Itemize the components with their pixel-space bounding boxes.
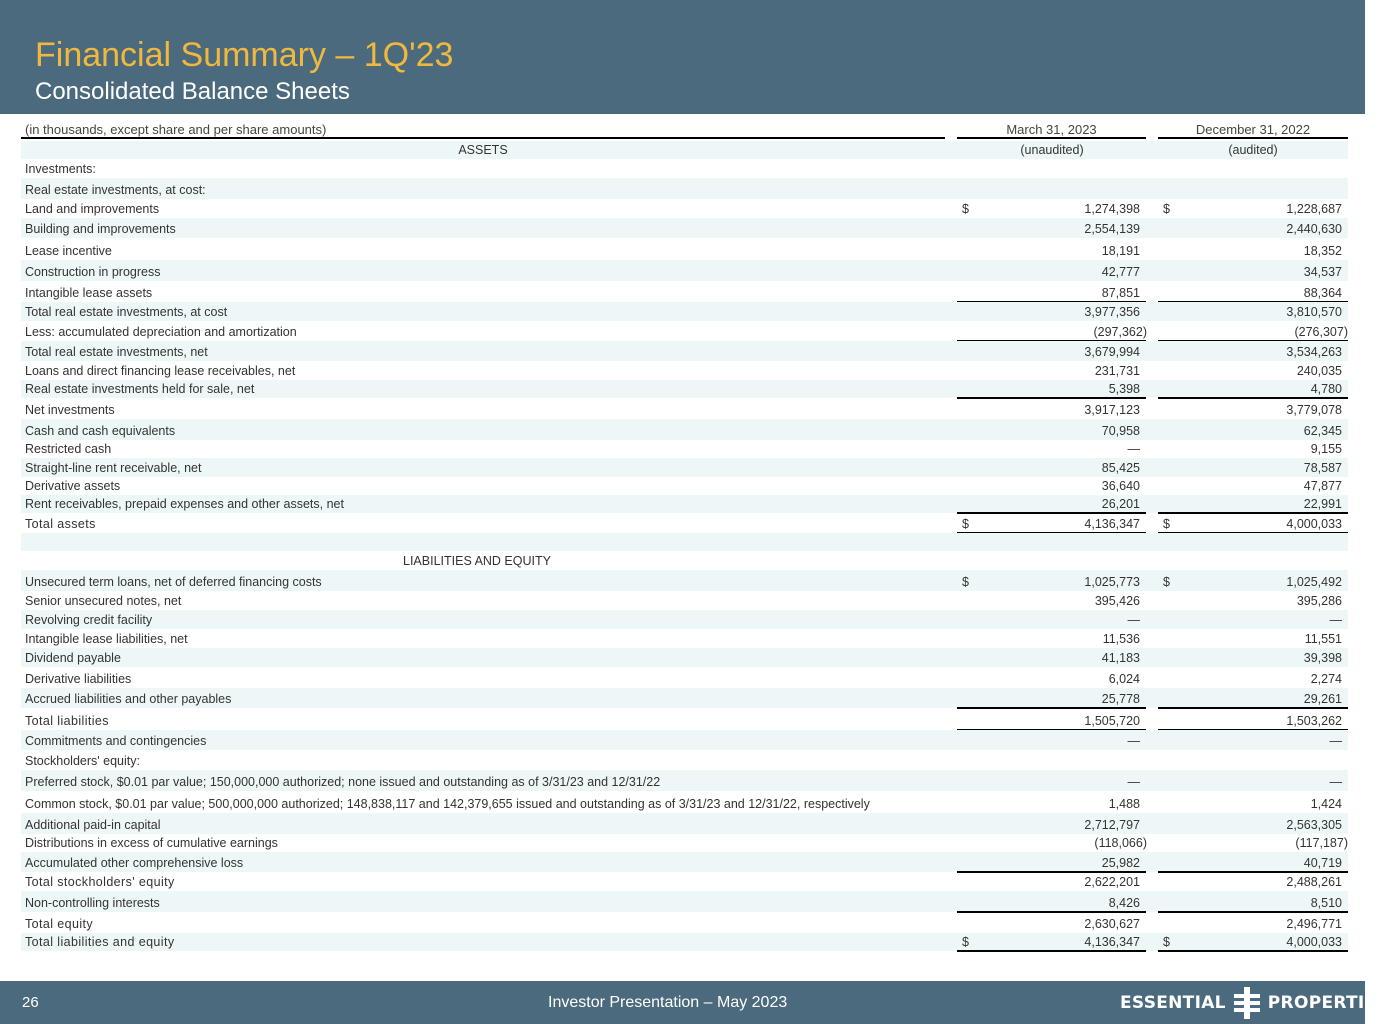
row-label: Real estate investments held for sale, net [25,382,255,396]
logo-mark-icon [1234,987,1260,1019]
value-december-2022: 3,810,570 [1286,305,1342,319]
value-march-2023: 18,191 [1101,244,1140,258]
row-label: Cash and cash equivalents [25,424,176,438]
value-march-2023: 2,630,627 [1084,917,1140,931]
value-december-2022: 4,780 [1310,382,1342,396]
value-december-2022: 2,563,305 [1286,818,1342,832]
column-header-march-2023: March 31, 2023 [957,122,1146,139]
value-december-2022: 4,000,033 [1286,517,1342,531]
page-subtitle: Consolidated Balance Sheets [35,78,350,105]
row-label: Loans and direct financing lease receivables, net [25,364,296,378]
value-december-2022: 34,537 [1303,265,1342,279]
value-december-2022: — [1329,613,1342,627]
company-logo [1120,987,1389,1019]
table-row [21,688,1348,708]
row-label: Total real estate investments, net [25,345,208,359]
row-label: Preferred stock, $0.01 par value; 150,000,000 authorized; none issued and outstanding as of 3/31/23 and 12/31/22 [25,775,661,789]
value-december-2022: 29,261 [1303,692,1342,706]
row-label: Rent receivables, prepaid expenses and other assets, net [25,497,344,511]
row-label: Net investments [25,403,115,417]
value-march-2023: 26,201 [1101,497,1140,511]
table-row [21,238,1348,260]
value-december-2022: (276,307) [1294,325,1348,339]
value-december-2022: 78,587 [1303,461,1342,475]
table-row [21,667,1348,688]
table-row [21,610,1348,629]
value-march-2023: — [1127,775,1140,789]
value-december-2022: 40,719 [1303,856,1342,870]
table-row [21,495,1348,513]
row-label: Total equity [25,917,94,931]
value-march-2023: 6,024 [1108,672,1140,686]
value-march-2023: 87,851 [1101,286,1140,300]
value-december-2022: 88,364 [1303,286,1342,300]
page-number: 26 [22,994,39,1011]
row-label: Additional paid-in capital [25,818,161,832]
table-row [21,708,1348,730]
table-row [21,648,1348,667]
value-march-2023: 2,622,201 [1084,875,1140,889]
value-december-2022: 11,551 [1304,632,1342,646]
row-label: Accumulated other comprehensive loss [25,856,244,870]
value-march-2023: 1,274,398 [1084,202,1140,216]
double-underline [1158,950,1348,952]
value-december-2022: 2,440,630 [1286,222,1342,236]
value-december-2022: — [1329,775,1342,789]
value-march-2023: 1,505,720 [1084,714,1140,728]
table-row [21,321,1348,341]
value-march-2023: — [1127,734,1140,748]
value-december-2022: 2,274 [1310,672,1342,686]
value-december-2022: 1,025,492 [1286,575,1342,589]
value-december-2022: 4,000,033 [1286,935,1342,949]
row-label: Dividend payable [25,651,121,665]
currency-symbol: $ [1163,575,1170,589]
table-row [21,591,1348,610]
table-row [21,551,1348,570]
row-label: Non-controlling interests [25,896,160,910]
header-bar [0,0,1365,114]
value-march-2023: 70,958 [1101,424,1140,438]
row-label: Land and improvements [25,202,160,216]
value-december-2022: 3,779,078 [1286,403,1342,417]
table-row [21,199,1348,218]
currency-symbol: $ [962,517,969,531]
value-december-2022: 1,228,687 [1286,202,1342,216]
table-row [21,730,1348,750]
row-label: Total real estate investments, at cost [25,305,228,319]
value-december-2022: 1,424 [1310,797,1342,811]
value-march-2023: 395,426 [1094,594,1140,608]
value-march-2023: 42,777 [1101,265,1140,279]
value-december-2022: — [1329,734,1342,748]
double-underline [957,950,1146,952]
value-december-2022: 1,503,262 [1286,714,1342,728]
value-december-2022: 395,286 [1296,594,1342,608]
row-label: Accrued liabilities and other payables [25,692,232,706]
row-label: Senior unsecured notes, net [25,594,182,608]
row-label: Total liabilities [25,714,109,728]
row-label: Restricted cash [25,442,112,456]
logo-text-left: ESSENTIAL [1120,993,1226,1013]
value-march-2023: 3,679,994 [1084,345,1140,359]
row-label: Total stockholders' equity [25,875,175,889]
table-row [21,341,1348,361]
table-row [21,260,1348,281]
row-label: Intangible lease liabilities, net [25,632,188,646]
table-row [21,141,1348,159]
value-march-2023: 2,554,139 [1084,222,1140,236]
table-row [21,361,1348,380]
value-december-2022: 9,155 [1310,442,1342,456]
row-label: Commitments and contingencies [25,734,207,748]
table-row [21,813,1348,834]
value-march-2023: 41,183 [1101,651,1140,665]
row-label: Revolving credit facility [25,613,153,627]
row-label: LIABILITIES AND EQUITY [403,554,551,568]
footer-bar [0,981,1389,1024]
currency-symbol: $ [1163,202,1170,216]
table-row [21,419,1348,440]
value-december-2022: 22,991 [1303,497,1342,511]
units-underline [21,137,945,139]
row-label: ASSETS [458,143,508,157]
table-row [21,178,1348,199]
table-row [21,791,1348,813]
units-note: (in thousands, except share and per share amounts) [25,122,327,137]
value-march-2023: 5,398 [1108,382,1140,396]
table-row [21,218,1348,238]
row-label: Stockholders' equity: [25,754,140,768]
currency-symbol: $ [1163,517,1170,531]
value-march-2023: 2,712,797 [1084,818,1140,832]
currency-symbol: $ [962,202,969,216]
row-label: Less: accumulated depreciation and amortization [25,325,297,339]
row-label: Unsecured term loans, net of deferred financing costs [25,575,322,589]
table-row [21,477,1348,495]
value-december-2022: 39,398 [1303,651,1342,665]
table-row [21,834,1348,852]
table-row [21,440,1348,458]
row-label: Building and improvements [25,222,176,236]
value-march-2023: 36,640 [1101,479,1140,493]
value-march-2023: 3,977,356 [1084,305,1140,319]
page-title: Financial Summary – 1Q'23 [35,36,454,74]
value-march-2023: — [1127,613,1140,627]
logo-text-right: PROPERTIES [1267,993,1389,1013]
value-march-2023: (unaudited) [1020,143,1084,157]
value-march-2023: 8,426 [1108,896,1140,910]
value-march-2023: 85,425 [1101,461,1140,475]
value-march-2023: 231,731 [1094,364,1140,378]
footer-text: Investor Presentation – May 2023 [548,994,788,1011]
column-header-december-2022: December 31, 2022 [1158,122,1348,139]
value-march-2023: (118,066) [1094,836,1147,850]
row-label: Distributions in excess of cumulative earnings [25,836,278,850]
table-row [21,933,1348,951]
value-march-2023: 4,136,347 [1084,935,1140,949]
table-row [21,302,1348,321]
table-row [21,513,1348,533]
row-label: Derivative liabilities [25,672,132,686]
value-december-2022: 2,496,771 [1286,917,1342,931]
value-december-2022: 2,488,261 [1286,875,1342,889]
value-march-2023: 25,982 [1101,856,1140,870]
row-label: Common stock, $0.01 par value; 500,000,000 authorized; 148,838,117 and 142,379,655 issued and outstanding as of 3/31/23 and 12/31/22, respectively [25,797,870,811]
table-row [21,533,1348,551]
value-december-2022: 3,534,263 [1286,345,1342,359]
table-row [21,912,1348,933]
row-label: Investments: [25,162,96,176]
value-march-2023: 11,536 [1102,632,1140,646]
value-december-2022: 47,877 [1303,479,1342,493]
row-label: Intangible lease assets [25,286,153,300]
currency-symbol: $ [1163,935,1170,949]
table-row [21,770,1348,791]
value-december-2022: 240,035 [1296,364,1342,378]
value-march-2023: 25,778 [1101,692,1140,706]
table-row [21,872,1348,891]
row-label: Lease incentive [25,244,112,258]
row-label: Total assets [25,517,96,531]
value-december-2022: (audited) [1228,143,1278,157]
table-row [21,570,1348,591]
value-march-2023: 4,136,347 [1084,517,1140,531]
table-row [21,458,1348,477]
currency-symbol: $ [962,575,969,589]
value-march-2023: (297,362) [1093,325,1147,339]
table-row [21,629,1348,648]
row-label: Construction in progress [25,265,161,279]
value-december-2022: 18,352 [1303,244,1342,258]
value-march-2023: — [1127,442,1140,456]
value-december-2022: 62,345 [1303,424,1342,438]
row-label: Straight-line rent receivable, net [25,461,202,475]
row-label: Real estate investments, at cost: [25,183,206,197]
value-december-2022: 8,510 [1310,896,1342,910]
value-december-2022: (117,187) [1295,836,1348,850]
table-row [21,891,1348,912]
table-row [21,380,1348,398]
value-march-2023: 1,025,773 [1084,575,1140,589]
table-row [21,398,1348,419]
value-march-2023: 1,488 [1108,797,1140,811]
row-label: Derivative assets [25,479,121,493]
table-row [21,159,1348,178]
table-row [21,750,1348,770]
row-label: Total liabilities and equity [25,935,175,949]
table-row [21,852,1348,872]
currency-symbol: $ [962,935,969,949]
value-march-2023: 3,917,123 [1084,403,1140,417]
table-row [21,281,1348,302]
